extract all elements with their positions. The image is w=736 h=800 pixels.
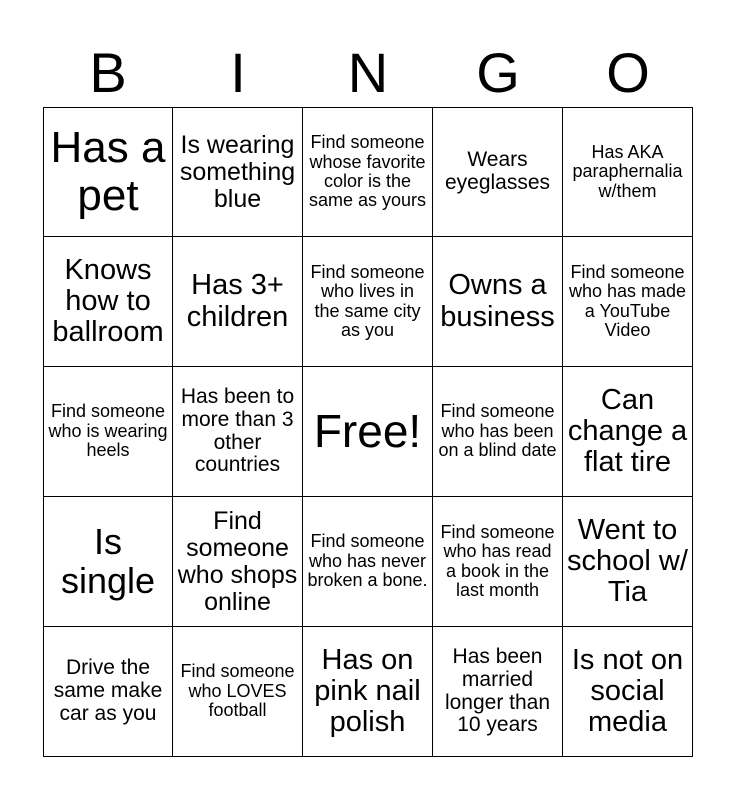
cell-text: Find someone who has read a book in the last month <box>440 521 555 600</box>
bingo-cell-r1-c1[interactable] <box>43 107 173 237</box>
bingo-cell-r5-c2[interactable] <box>173 627 303 757</box>
cell-text: Has on pink nail polish <box>314 643 421 739</box>
cell-text: Has 3+ children <box>186 269 289 333</box>
bingo-cell-r4-c2[interactable] <box>173 497 303 627</box>
bingo-cell-r2-c5[interactable] <box>563 237 693 367</box>
cell-text: Has a pet <box>50 123 166 220</box>
bingo-cell-r3-c5[interactable] <box>563 367 693 497</box>
cell-text: Find someone whose favorite color is the same as yours <box>308 132 427 211</box>
bingo-cell-r3-c2[interactable] <box>173 367 303 497</box>
cell-text: Owns a business <box>440 269 555 333</box>
cell-text: Can change a flat tire <box>567 383 688 479</box>
bingo-board <box>43 107 693 757</box>
bingo-cell-r1-c4[interactable] <box>433 107 563 237</box>
cell-text: Is wearing something blue <box>179 130 296 213</box>
bingo-cell-r2-c1[interactable] <box>43 237 173 367</box>
free-space-text: Free! <box>313 404 422 457</box>
bingo-cell-free[interactable] <box>303 367 433 497</box>
header-letter-g: G <box>476 41 520 104</box>
cell-text: Find someone who is wearing heels <box>48 401 168 461</box>
header-letter-i: I <box>230 41 246 104</box>
bingo-cell-r3-c1[interactable] <box>43 367 173 497</box>
bingo-cell-r3-c4[interactable] <box>433 367 563 497</box>
cell-text: Find someone who shops online <box>177 506 298 616</box>
bingo-cell-r2-c3[interactable] <box>303 237 433 367</box>
bingo-cell-r4-c5[interactable] <box>563 497 693 627</box>
bingo-cell-r4-c4[interactable] <box>433 497 563 627</box>
cell-text: Has AKA paraphernalia w/them <box>572 141 683 201</box>
cell-text: Find someone who has made a YouTube Video <box>568 261 687 340</box>
bingo-cell-r2-c2[interactable] <box>173 237 303 367</box>
bingo-cell-r1-c2[interactable] <box>173 107 303 237</box>
bingo-cell-r4-c1[interactable] <box>43 497 173 627</box>
bingo-cell-r5-c1[interactable] <box>43 627 173 757</box>
bingo-cell-r1-c3[interactable] <box>303 107 433 237</box>
cell-text: Is single <box>60 520 156 601</box>
cell-text: Find someone who lives in the same city as you <box>310 261 425 340</box>
header-letter-b: B <box>89 41 127 104</box>
cell-text: Has been married longer than 10 years <box>444 645 551 737</box>
bingo-cell-r5-c3[interactable] <box>303 627 433 757</box>
cell-text: Is not on social media <box>571 643 684 739</box>
bingo-cell-r5-c5[interactable] <box>563 627 693 757</box>
bingo-cell-r5-c4[interactable] <box>433 627 563 757</box>
cell-text: Find someone who has never broken a bone. <box>307 531 428 591</box>
cell-text: Drive the same make car as you <box>53 656 163 725</box>
cell-text: Wears eyeglasses <box>444 148 551 194</box>
cell-text: Find someone who has been on a blind date <box>438 401 557 461</box>
cell-text: Went to school w/ Tia <box>567 513 688 609</box>
cell-text: Knows how to ballroom <box>52 253 164 349</box>
bingo-cell-r2-c4[interactable] <box>433 237 563 367</box>
bingo-cell-r1-c5[interactable] <box>563 107 693 237</box>
header-letter-o: O <box>606 41 650 104</box>
bingo-cell-r4-c3[interactable] <box>303 497 433 627</box>
cell-text: Find someone who LOVES football <box>180 661 295 721</box>
header-letter-n: N <box>347 41 389 104</box>
cell-text: Has been to more than 3 other countries <box>180 385 295 477</box>
bingo-header <box>43 38 693 108</box>
